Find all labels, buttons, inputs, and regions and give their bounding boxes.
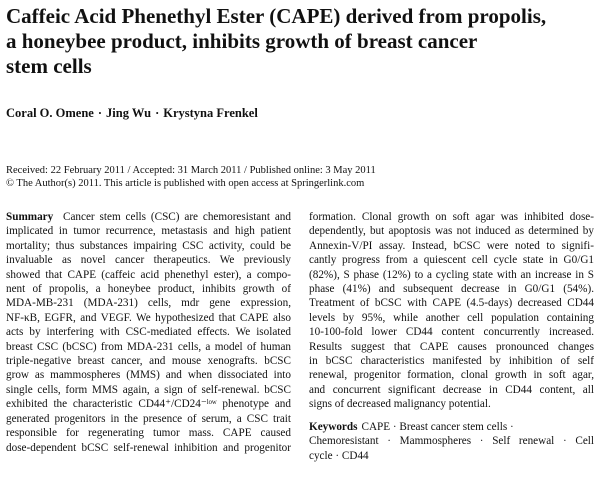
summary-line: Annexin-V/PI assay. Instead, bCSC were noted to signifi- xyxy=(309,239,594,252)
publication-dates: Received: 22 February 2011 / Accepted: 31 March 2011 / Published online: 3 May 2011 xyxy=(6,165,376,176)
summary-line: formation. Clonal growth on soft agar was inhibited dose- xyxy=(309,211,594,223)
summary-line: implicated in tumor recurrence, metastasis and high patient xyxy=(6,225,291,238)
summary-line xyxy=(6,210,291,224)
summary-line: grow as mammospheres (MMS) and when dissociated into xyxy=(6,369,291,382)
summary-line: in bCSC characteristics manifested by inhibition of self xyxy=(309,355,594,368)
summary-line: MDA-MB-231 (MDA-231) cells, mdr gene expression, xyxy=(6,297,291,310)
summary-line: responsible for regenerating tumor mass. CAPE caused xyxy=(6,427,291,440)
summary-line: NF-κB, EGFR, and VEGF. We hypothesized that CAPE also xyxy=(6,311,291,324)
summary-line: Treatment of bCSC with CAPE (4.5-days) decreased CD44 xyxy=(309,297,594,310)
summary-line: Results suggest that CAPE causes pronounced changes xyxy=(309,340,594,353)
summary-label: Summary xyxy=(6,211,54,223)
summary-left-column xyxy=(6,210,291,455)
summary-line: (82%), S phase (12%) to a cycling state with an increase in S xyxy=(309,268,594,281)
author-separator: · xyxy=(155,106,160,120)
publication-info xyxy=(6,164,376,190)
keywords-block xyxy=(309,420,594,463)
article-title xyxy=(6,4,591,79)
summary-line: showed that CAPE (caffeic acid phenethyl ester), a compo- xyxy=(6,268,291,281)
title-line: a honeybee product, inhibits growth of breast cancer xyxy=(6,29,478,53)
title-line: stem cells xyxy=(6,54,92,78)
summary-text: Cancer stem cells (CSC) are chemoresistant and xyxy=(62,211,291,223)
copyright-notice: © The Author(s) 2011. This article is published with open access at Springerlink.com xyxy=(6,178,365,189)
author-name: Jing Wu xyxy=(106,106,152,120)
summary-line: cantly progress from a quiescent cell cycle state in G0/G1 xyxy=(309,254,594,267)
author-list xyxy=(6,106,258,121)
summary-line: signs of decreased malignancy potential. xyxy=(309,398,491,411)
author-separator: · xyxy=(97,106,103,120)
author-name: Coral O. Omene xyxy=(6,106,94,120)
summary-line: single cells, form MMS again, a sign of self-renewal. bCSC xyxy=(6,383,291,396)
author-name: Krystyna Frenkel xyxy=(163,106,258,120)
keywords-line: cycle · CD44 xyxy=(309,449,369,462)
summary-line: generated progenitors in the presence of serum, a CSC trait xyxy=(6,412,291,425)
summary-line: breast CSC (bCSC) from MDA-231 cells, a model of human xyxy=(6,340,291,353)
keywords-label: Keywords xyxy=(309,420,358,433)
summary-line: renewal, progenitor formation, clonal growth in soft agar, xyxy=(309,369,594,382)
keywords-line xyxy=(309,420,594,434)
summary-right-column xyxy=(309,210,594,463)
summary-line: nent of propolis, a honeybee product, inhibits growth of xyxy=(6,283,291,296)
keywords-line: Chemoresistant · Mammospheres · Self renewal · Cell xyxy=(309,435,594,448)
summary-line: phase (41%) and subsequent decrease in G0/G1 (54%). xyxy=(309,283,594,296)
keywords-text: CAPE · Breast cancer stem cells · xyxy=(361,420,514,433)
summary-line: triple-negative breast cancer, and mouse xenografts. bCSC xyxy=(6,355,291,368)
summary-line: levels by 95%, while another cell population containing xyxy=(309,311,594,324)
summary-line: dose-dependent bCSC self-renewal inhibition and progenitor xyxy=(6,441,291,454)
summary-line: invaluable as novel cancer therapeutics. We previously xyxy=(6,254,291,267)
summary-line: acts by interfering with CSC-mediated effects. We isolated xyxy=(6,326,291,339)
summary-line: mortality; thus substances impairing CSC activity, could be xyxy=(6,239,291,252)
summary-line: exhibited the characteristic CD44⁺/CD24⁻ˡᵒʷ phenotype and xyxy=(6,398,291,411)
summary-line: dependently, but apoptosis was not induced as determined by xyxy=(309,225,594,238)
summary-line: and concurrent significant decrease in CD44 content, all xyxy=(309,383,594,396)
summary-line: 10-100-fold lower CD44 content concurrently increased. xyxy=(309,326,594,339)
title-line: Caffeic Acid Phenethyl Ester (CAPE) derived from propolis, xyxy=(6,4,547,28)
